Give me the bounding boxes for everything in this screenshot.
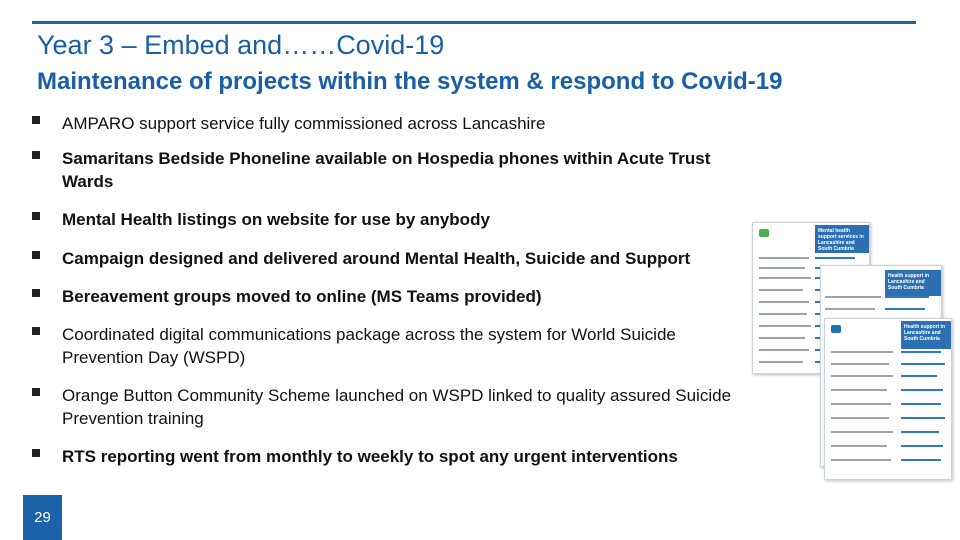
bullet-text: AMPARO support service fully commissioned across Lancashire	[62, 114, 546, 133]
bullet-text: Samaritans Bedside Phoneline available on Hospedia phones within Acute Trust Wards	[62, 149, 711, 191]
slide-title: Year 3 – Embed and……Covid-19	[37, 30, 445, 60]
leaflet-logo-icon	[831, 325, 841, 333]
bullet-marker-icon	[32, 388, 40, 396]
bullet-item	[32, 384, 762, 430]
bullet-item	[32, 208, 762, 231]
bullet-text: Orange Button Community Scheme launched on WSPD linked to quality assured Suicide Prevention training	[62, 386, 732, 428]
page-number: 29	[23, 495, 62, 540]
bullet-marker-icon	[32, 151, 40, 159]
bullet-marker-icon	[32, 251, 40, 259]
leaflet-header: Health support in Lancashire and South Cumbria	[901, 321, 951, 349]
bullet-text: RTS reporting went from monthly to weekly to spot any urgent interventions	[62, 447, 678, 466]
bullet-marker-icon	[32, 116, 40, 124]
bullet-item	[32, 112, 762, 135]
bullet-marker-icon	[32, 289, 40, 297]
bullet-item	[32, 147, 762, 193]
bullet-item	[32, 445, 762, 468]
bullet-item	[32, 285, 762, 308]
bullet-marker-icon	[32, 327, 40, 335]
bullet-item	[32, 323, 762, 369]
top-rule	[32, 21, 916, 24]
bullet-text: Bereavement groups moved to online (MS Teams provided)	[62, 287, 542, 306]
leaflet-header: Health support in Lancashire and South Cumbria	[885, 270, 941, 296]
leaflet-logo-icon	[759, 229, 769, 237]
slide-subtitle: Maintenance of projects within the system & respond to Covid-19	[37, 68, 783, 95]
leaflet-header: Mental health support services in Lancashire and South Cumbria	[815, 225, 869, 253]
bullet-marker-icon	[32, 449, 40, 457]
bullet-text: Campaign designed and delivered around Mental Health, Suicide and Support	[62, 249, 691, 268]
bullet-marker-icon	[32, 212, 40, 220]
leaflet-thumbnail	[824, 318, 952, 480]
bullet-text: Mental Health listings on website for use by anybody	[62, 210, 490, 229]
bullet-item	[32, 247, 762, 270]
bullet-text: Coordinated digital communications package across the system for World Suicide Prevention Day (WSPD)	[62, 325, 676, 367]
